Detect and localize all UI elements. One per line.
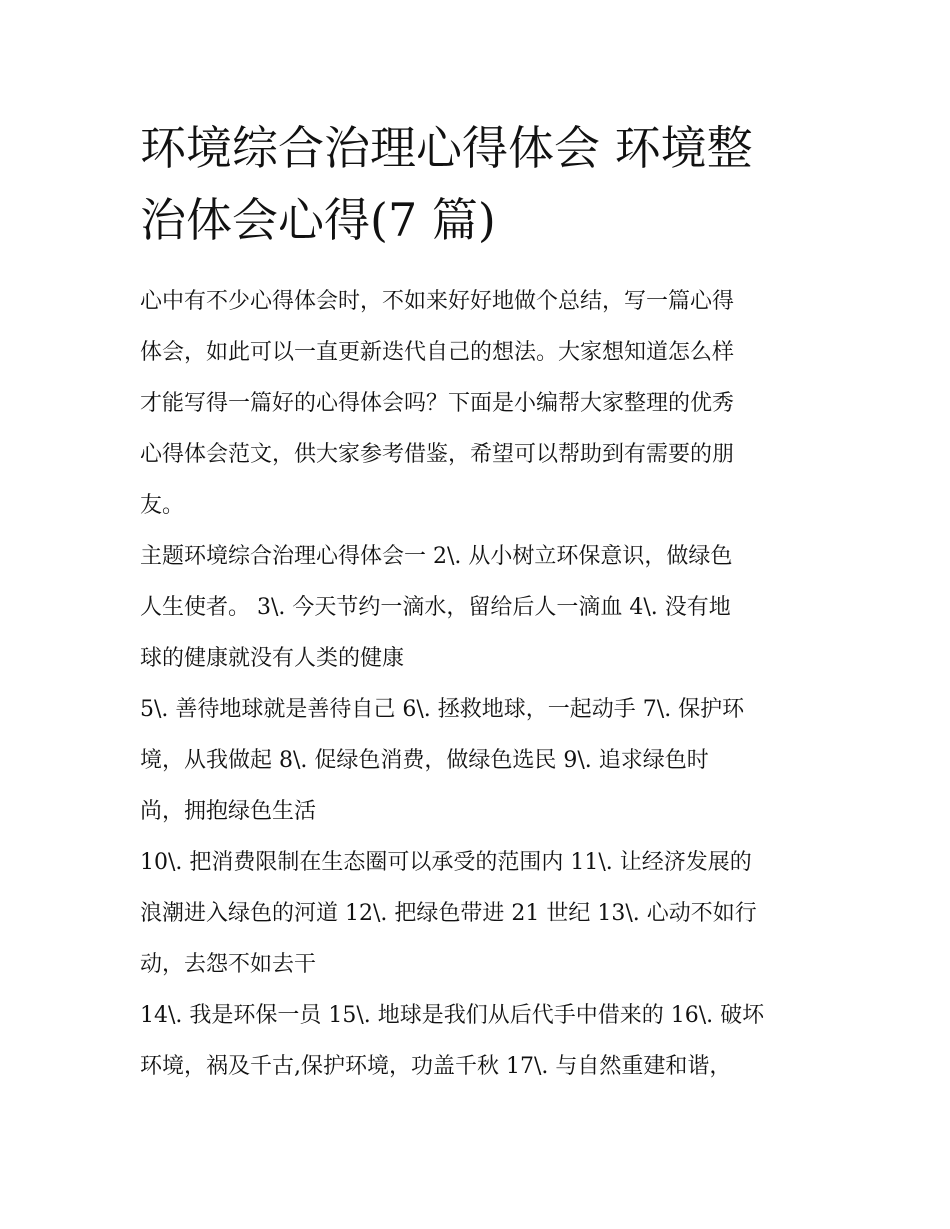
intro-line: 心得体会范文，供大家参考借鉴，希望可以帮助到有需要的朋: [140, 442, 735, 467]
slogan-paragraph-3: [140, 837, 820, 990]
document-page: [140, 112, 820, 1092]
document-title: [140, 112, 820, 256]
paragraph-line: 14\. 我是环保一员 15\. 地球是我们从后代手中借来的 16\. 破坏: [140, 1003, 765, 1028]
intro-line: 友。: [140, 493, 185, 518]
slogan-paragraph-2: [140, 684, 820, 837]
paragraph-line: 尚，拥抱绿色生活: [140, 799, 317, 824]
paragraph-line: 环境，祸及千古,保护环境，功盖千秋 17\. 与自然重建和谐，: [140, 1054, 732, 1079]
paragraph-line: 主题环境综合治理心得体会一 2\. 从小树立环保意识，做绿色: [140, 544, 733, 569]
paragraph-line: 球的健康就没有人类的健康: [140, 646, 405, 671]
paragraph-line: 境，从我做起 8\. 促绿色消费，做绿色选民 9\. 追求绿色时: [140, 748, 709, 773]
slogan-paragraph-1: [140, 531, 820, 684]
intro-line: 才能写得一篇好的心得体会吗？下面是小编帮大家整理的优秀: [140, 391, 735, 416]
title-line-1: 环境综合治理心得体会 环境整: [140, 121, 753, 175]
title-line-2: 治体会心得(7 篇): [140, 193, 496, 247]
paragraph-line: 5\. 善待地球就是善待自己 6\. 拯救地球，一起动手 7\. 保护环: [140, 697, 745, 722]
paragraph-line: 人生使者。 3\. 今天节约一滴水，留给后人一滴血 4\. 没有地: [140, 595, 731, 620]
paragraph-line: 浪潮进入绿色的河道 12\. 把绿色带进 21 世纪 13\. 心动不如行: [140, 901, 757, 926]
paragraph-line: 10\. 把消费限制在生态圈可以承受的范围内 11\. 让经济发展的: [140, 850, 752, 875]
slogan-paragraph-4: [140, 990, 820, 1092]
intro-line: 体会，如此可以一直更新迭代自己的想法。大家想知道怎么样: [140, 340, 735, 365]
intro-line: 心中有不少心得体会时，不如来好好地做个总结，写一篇心得: [140, 289, 735, 314]
paragraph-line: 动，去怨不如去干: [140, 952, 317, 977]
intro-paragraph: [140, 276, 820, 531]
